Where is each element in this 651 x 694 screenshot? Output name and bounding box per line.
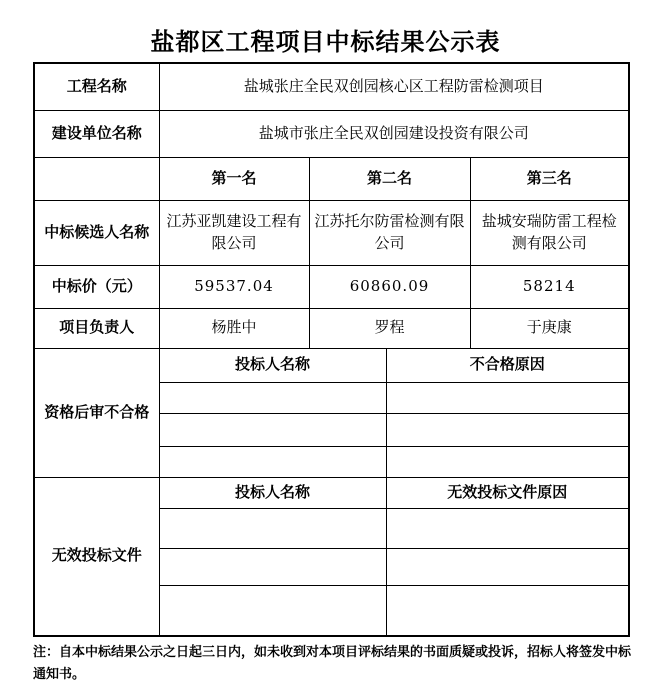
rank-header-empty-cell [34,157,159,200]
candidate-third: 盐城安瑞防雷工程检测有限公司 [470,200,629,265]
bid-price-row [34,265,629,308]
page-title: 盐都区工程项目中标结果公示表 [150,28,501,56]
rank-header-first: 第一名 [159,157,309,200]
bid-price-second: 60860.09 [309,265,470,308]
owner-name-row [34,110,629,157]
candidate-second: 江苏托尔防雷检测有限公司 [309,200,470,265]
project-manager-row [34,308,629,348]
footer-note: 注：自本中标结果公示之日起三日内，如未收到对本项目评标结果的书面质疑或投诉，招标人将签发中标通知书。 [33,645,632,682]
invalid-bidder-name-cell [159,548,386,585]
project-manager-third: 于庚康 [470,308,629,348]
candidates-label: 中标候选人名称 [34,200,159,265]
invalid-bidder-name-cell [159,508,386,548]
qualification-section-label: 资格后审不合格 [34,348,159,477]
owner-name-value: 盐城市张庄全民双创园建设投资有限公司 [159,110,629,157]
rank-header-third: 第三名 [470,157,629,200]
qualification-bidder-name-cell [159,382,386,413]
bid-price-third: 58214 [470,265,629,308]
invalid-bidder-name-cell [159,585,386,636]
invalid-bidder-name-header: 投标人名称 [159,477,386,508]
qualification-bidder-name-cell [159,446,386,477]
candidates-row [34,200,629,265]
qualification-header-row [34,348,629,382]
qualification-reason-cell [386,382,629,413]
invalid-reason-cell [386,585,629,636]
bid-result-table [33,62,630,637]
invalid-section-label: 无效投标文件 [34,477,159,636]
candidate-first: 江苏亚凯建设工程有限公司 [159,200,309,265]
bid-price-label: 中标价（元） [34,265,159,308]
bid-price-first: 59537.04 [159,265,309,308]
invalid-reason-cell [386,508,629,548]
rank-header-row [34,157,629,200]
qualification-bidder-name-cell [159,413,386,446]
qualification-reason-cell [386,446,629,477]
project-name-value: 盐城张庄全民双创园核心区工程防雷检测项目 [159,63,629,110]
project-name-label: 工程名称 [34,63,159,110]
qualification-reason-cell [386,413,629,446]
project-manager-second: 罗程 [309,308,470,348]
project-manager-label: 项目负责人 [34,308,159,348]
invalid-reason-cell [386,548,629,585]
rank-header-second: 第二名 [309,157,470,200]
invalid-reason-header: 无效投标文件原因 [386,477,629,508]
invalid-header-row [34,477,629,508]
qualification-bidder-name-header: 投标人名称 [159,348,386,382]
project-name-row [34,63,629,110]
qualification-reason-header: 不合格原因 [386,348,629,382]
project-manager-first: 杨胜中 [159,308,309,348]
owner-name-label: 建设单位名称 [34,110,159,157]
